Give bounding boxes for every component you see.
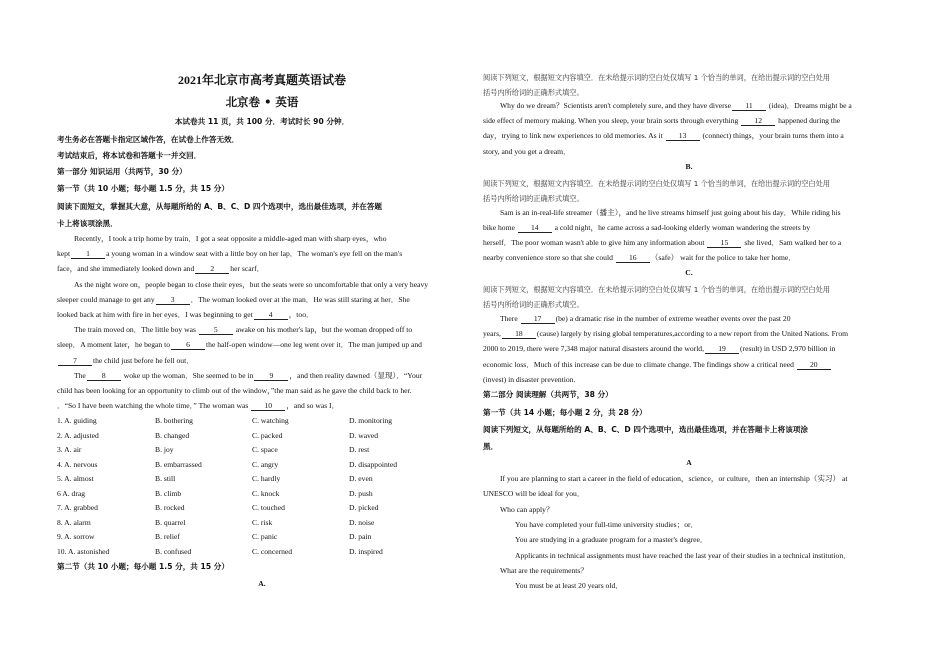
option: C. panic (252, 532, 278, 541)
reading-line: Who can apply？ (500, 504, 554, 514)
option: 7. A. grabbed (57, 503, 98, 512)
passage-line (483, 238, 841, 248)
passage-text: sleeper could manage to get any (57, 294, 155, 304)
answer-blank[interactable]: 6 (171, 341, 205, 350)
exam-title: 2021年北京市高考真题英语试卷 (177, 73, 346, 87)
passage-text: bike home (483, 223, 517, 232)
passage-text: （safe） wait for the police to take her home． (650, 253, 796, 262)
option: 2. A. adjusted (57, 430, 99, 440)
passage-text: The (74, 370, 86, 380)
passage-text: The train moved on．The little boy was (74, 325, 198, 335)
answer-blank[interactable]: 2 (195, 265, 229, 274)
option: C. packed (252, 430, 283, 440)
option: D. noise (349, 517, 375, 527)
passage-text: she lived．Sam walked her to a (742, 238, 842, 247)
answer-blank[interactable]: 17 (521, 315, 555, 324)
passage-text: day，trying to link new experiences to old memories. As it (483, 131, 665, 141)
passage-line (483, 101, 852, 111)
passage-line (483, 223, 810, 233)
answer-blank[interactable]: 1 (71, 250, 105, 259)
part2-heading: 第二部分 阅读理解（共两节，38 分） (483, 390, 613, 399)
reading-line: You must be at least 20 years old． (515, 581, 623, 591)
passage-line (57, 401, 339, 411)
option: 8. A. alarm (57, 517, 91, 527)
answer-blank[interactable]: 7 (58, 357, 92, 366)
answer-blank[interactable]: 5 (199, 326, 233, 335)
answer-blank[interactable]: 19 (705, 345, 739, 354)
instruction: 卡上将该项涂黑． (57, 219, 118, 228)
section1-heading: 第一节（共 10 小题；每小题 1.5 分，共 15 分） (57, 184, 229, 193)
option: D. disappointed (349, 459, 398, 469)
passage-text: her scarf． (230, 264, 265, 274)
passage-text: As the night wore on，people began to close their eyes，but the seats were so uncomfortable that only a very heavy (74, 279, 429, 289)
note: 考试结束后，将本试卷和答题卡一并交回． (57, 151, 202, 160)
answer-blank[interactable]: 15 (707, 239, 741, 248)
option: C. concerned (252, 546, 293, 556)
passage-line (57, 386, 412, 396)
passage-line (483, 344, 835, 354)
instruction: 括号内所给词的正确形式填空。 (483, 194, 584, 203)
passage-line (483, 375, 575, 385)
exam-subtitle: 北京卷 • 英语 (225, 95, 299, 109)
passage-line (483, 147, 571, 157)
section1-heading: 第一节（共 14 小题；每小题 2 分，共 28 分） (483, 408, 647, 417)
label-a: A (686, 458, 692, 467)
reading-line: If you are planning to start a career in the field of education，science，or culture，then an internship（实习） at (500, 474, 848, 483)
answer-blank[interactable]: 4 (254, 311, 288, 320)
option: B. changed (155, 430, 190, 440)
instruction: 括号内所给词的正确形式填空。 (483, 300, 584, 309)
note: 考生务必在答题卡指定区域作答，在试卷上作答无效． (57, 135, 240, 144)
answer-blank[interactable]: 10 (251, 402, 285, 411)
passage-line (57, 356, 194, 366)
instruction: 阅读下面短文，掌握其大意，从每题所给的 A、B、C、D 四个选项中，选出最佳选项，并在答题 (57, 202, 382, 211)
option: 10. A. astonished (57, 546, 110, 556)
passage-text: (invest) in disaster prevention. (483, 374, 576, 384)
option: 3. A. air (57, 445, 82, 454)
option: B. bothering (155, 416, 193, 425)
answer-blank[interactable]: 12 (741, 117, 775, 126)
answer-blank[interactable]: 16 (616, 254, 650, 263)
option: B. relief (155, 532, 180, 541)
answer-blank[interactable]: 20 (797, 361, 831, 370)
reading-line: You are studying in a graduate program for a master's degree． (515, 535, 708, 545)
passage-line (57, 264, 264, 274)
passage-text: awake on his mother's lap，but the woman dropped off to (233, 325, 413, 335)
passage-text: side effect of memory making. When you sleep, your brain sorts through everything (483, 116, 741, 126)
option: B. climb (155, 488, 182, 498)
passage-text: the half-open window—one leg went over it．The man jumped up and (206, 340, 422, 350)
option: 5. A. almost (57, 474, 94, 483)
option: B. embarrassed (155, 459, 202, 469)
instruction: 阅读下列短文，从每题所给的 A、B、C、D 四个选项中，选出最佳选项，并在答题卡上将该项涂 (483, 425, 808, 434)
section2-heading: 第二节（共 10 小题；每小题 1.5 分，共 15 分） (57, 562, 229, 571)
passage-text: (idea)．Dreams might be a (767, 101, 852, 110)
option: D. rest (349, 445, 370, 454)
answer-blank[interactable]: 14 (518, 224, 552, 233)
option: D. picked (349, 503, 379, 512)
passage-text: Recently，I took a trip home by train．I got a seat opposite a middle-aged man with sharp eyes，who (74, 234, 387, 243)
option: B. still (155, 474, 176, 483)
passage-text: happened during the (776, 116, 841, 126)
reading-line: UNESCO will be ideal for you． (483, 489, 585, 499)
option: 6 A. drag (57, 488, 86, 498)
answer-blank[interactable]: 13 (666, 132, 700, 141)
passage-line (483, 360, 832, 370)
passage-line (57, 325, 412, 335)
option: D. even (349, 474, 373, 483)
passage-text: ，and so was I． (286, 401, 340, 411)
passage-text: child has been looking for an opportunity to climb out of the window，”the man said as he gave the child back to her. (57, 386, 412, 395)
passage-text: face，and she immediately looked down and (57, 264, 195, 274)
option: 9. A. sorrow (57, 532, 95, 541)
reading-line: What are the requirements？ (500, 565, 588, 575)
passage-text: years, (483, 329, 501, 339)
passage-text: Sam is an in-real-life streamer（播主），and he live streams himself just going about his day．While riding his (500, 208, 841, 217)
option: B. joy (155, 445, 174, 454)
passage-text: 2000 to 2019, there were 7,348 major natural disasters around the world, (483, 344, 705, 354)
passage-text: a cold night，he came across a sad-looking elderly woman wandering the streets by (552, 223, 811, 232)
option: 1. A. guiding (57, 416, 97, 425)
option: B. rocked (155, 503, 185, 512)
answer-blank[interactable]: 3 (156, 296, 190, 305)
answer-blank[interactable]: 9 (254, 372, 288, 381)
passage-line (483, 131, 844, 141)
answer-blank[interactable]: 18 (502, 330, 536, 339)
passage-line (57, 280, 428, 290)
option: D. monitoring (349, 416, 393, 425)
instruction: 黑． (483, 442, 499, 451)
option: C. knock (252, 488, 280, 498)
passage-text: a young woman in a window seat with a little boy on her lap．The woman's eye fell on the man's (106, 249, 403, 259)
passage-text: ．The woman looked over at the man．He was still staring at her．She (190, 294, 410, 304)
instruction: 阅读下列短文，根据短文内容填空．在未给提示词的空白处仅填写 1 个恰当的单词，在给出提示词的空白处用 (483, 179, 830, 188)
reading-line: You have completed your full-time university studies；or． (515, 519, 699, 529)
option: D. inspired (349, 546, 383, 556)
label-b: B. (685, 162, 693, 171)
option: B. quarrel (155, 517, 186, 527)
passage-text: (result) in USD 2,970 billion in (740, 344, 836, 354)
passage-text: economic loss．Much of this increase can be due to climate change. The findings show a critical need (483, 359, 796, 369)
passage-text: There (500, 314, 520, 323)
part1-heading: 第一部分 知识运用（共两节，30 分） (57, 167, 187, 176)
label-a: A. (258, 579, 266, 588)
passage-text: herself．The poor woman wasn't able to give him any information about (483, 238, 707, 247)
passage-text: kept (57, 249, 71, 259)
passage-text: story, and you get a dream． (483, 146, 571, 156)
answer-blank[interactable]: 11 (732, 102, 766, 111)
option: B. confused (155, 546, 192, 556)
passage-text: nearby convenience store so that she could (483, 253, 615, 262)
option: C. watching (252, 416, 289, 425)
passage-text: looked back at him with fire in her eyes．I was beginning to get (57, 310, 253, 319)
passage-line (57, 310, 314, 320)
passage-text: (be) a dramatic rise in the number of extreme weather events over the past 20 (555, 314, 791, 323)
passage-text: the child just before he fell out． (93, 355, 194, 365)
label-c: C. (685, 268, 693, 277)
answer-blank[interactable]: 8 (87, 372, 121, 381)
passage-text: (connect) things，your brain turns them into a (700, 131, 844, 141)
passage-line (57, 234, 387, 244)
passage-line (57, 249, 402, 259)
passage-line (483, 253, 796, 263)
passage-text: ，and then reality dawned（显现）．“Your (289, 370, 423, 380)
passage-line (483, 116, 840, 126)
option: C. space (252, 445, 278, 454)
option: D. waved (349, 430, 379, 440)
instruction: 阅读下列短文，根据短文内容填空．在未给提示词的空白处仅填写 1 个恰当的单词，在给出提示词的空白处用 (483, 73, 830, 82)
reading-line: Applicants in technical assignments must have reached the last year of their studies in a technical institution． (515, 550, 851, 560)
option: 4. A. nervous (57, 459, 98, 469)
passage-line (483, 329, 848, 339)
passage-text: woke up the woman．She seemed to be in (121, 370, 254, 380)
passage-line (57, 371, 422, 381)
option: C. angry (252, 459, 279, 469)
passage-text: Why do we dream？Scientists aren't completely sure, and they have diverse (500, 101, 732, 110)
passage-text: (cause) largely by rising global temperatures,according to a new report from the United Nations. From (536, 329, 849, 339)
passage-text: ，too． (288, 310, 314, 319)
passage-line (483, 314, 791, 324)
instruction: 阅读下列短文，根据短文内容填空．在未给提示词的空白处仅填写 1 个恰当的单词，在给出提示词的空白处用 (483, 285, 830, 294)
passage-line (483, 208, 841, 218)
passage-line (57, 340, 422, 350)
option: C. touched (252, 503, 285, 512)
passage-line (57, 295, 410, 305)
instruction: 括号内所给词的正确形式填空。 (483, 88, 584, 97)
passage-text: ．“So I have been watching the whole time．” The woman was (57, 401, 251, 411)
passage-text: sleep．A moment later，he began to (57, 340, 171, 350)
exam-info: 本试卷共 11 页，共 100 分．考试时长 90 分钟． (174, 117, 350, 126)
option: C. risk (252, 517, 273, 527)
option: D. pain (349, 532, 372, 541)
option: C. hardly (252, 474, 281, 483)
option: D. push (349, 488, 373, 498)
